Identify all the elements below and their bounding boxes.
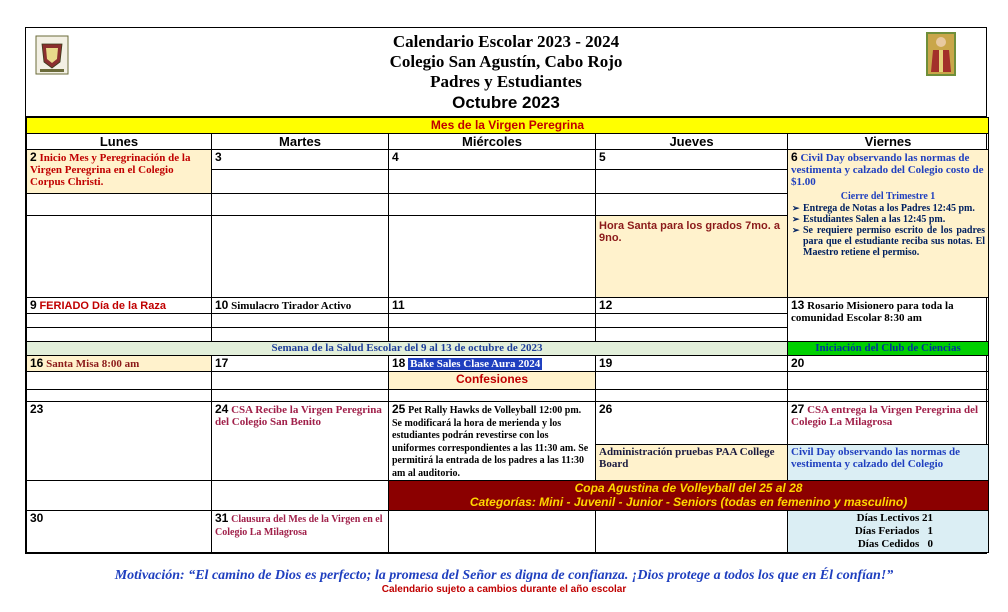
event-text: Simulacro Tirador Activo [231,300,352,312]
calendar-frame [25,27,987,554]
calendar-title: Calendario Escolar 2023 - 2024 [392,32,620,51]
day-number: 16 [30,356,44,370]
day-number: 31 [215,511,229,525]
empty-cell [389,390,596,402]
event-text: Civil Day observando las normas de vestimenta y calzado del Colegio [791,445,960,470]
day-number: 2 [30,150,37,164]
days-summary [788,511,989,553]
month-title: Octubre 2023 [452,93,560,112]
day-cell-20 [788,356,989,372]
saint-image-icon [926,32,956,76]
day-header-viernes: Viernes [788,134,989,150]
science-club-banner: Iniciación del Club de Ciencias [788,342,989,356]
month-theme-banner: Mes de la Virgen Peregrina [27,118,989,134]
empty-cell [788,372,989,390]
event-text: Santa Misa 8:00 am [46,358,140,370]
empty-cell [27,194,212,216]
day-number: 10 [215,298,229,312]
empty-cell [389,328,596,342]
copa-banner [389,481,989,511]
empty-cell [389,216,596,298]
day-cell-2 [27,150,212,194]
day-cell-19 [596,356,788,372]
event-text: Hora Santa para los grados 7mo. a 9no. [599,220,780,244]
day-cell-5 [596,150,788,170]
empty-cell [27,481,212,511]
day-number: 12 [599,298,613,312]
empty-cell [596,390,788,402]
health-week-banner: Semana de la Salud Escolar del 9 al 13 de octubre de 2023 [27,342,788,356]
event-text: CSA entrega la Virgen Peregrina del Colegio La Milagrosa [791,404,979,428]
confessions-cell: Confesiones [389,372,596,390]
school-name: Colegio San Agustín, Cabo Rojo [389,52,623,71]
day-cell-16 [27,356,212,372]
empty-cell [212,390,389,402]
day-cell-10 [212,298,389,314]
day-cell-6 [788,150,989,298]
day-header-martes: Martes [212,134,389,150]
hora-santa-cell [596,216,788,298]
empty-cell [596,170,788,194]
day-cell-27 [788,402,989,445]
day-header-jueves: Jueves [596,134,788,150]
day-number: 17 [215,356,229,370]
day-number: 5 [599,150,606,164]
day-number: 9 [30,298,37,312]
day-cell-23 [27,402,212,481]
days-feriados: Días Feriados 1 [854,525,934,537]
paa-cell [596,444,788,480]
day-cell-25 [389,402,596,481]
empty-cell [212,372,389,390]
day-cell-4 [389,150,596,170]
day-number: 4 [392,150,399,164]
holiday-text: FERIADO Día de la Raza [39,300,166,312]
day-number: 20 [791,356,805,370]
event-text: Clausura del Mes de la Virgen en el Colegio La Milagrosa [215,514,383,538]
empty-cell [389,511,596,553]
empty-cell [389,314,596,328]
event-text: Administración pruebas PAA College Board [599,445,775,470]
day-cell-3 [212,150,389,170]
day-number: 27 [791,402,805,416]
day-header-lunes: Lunes [27,134,212,150]
day-cell-31 [212,511,389,553]
day-number: 26 [599,402,613,416]
days-lectivos: Días Lectivos 21 [856,512,934,524]
day-cell-26 [596,402,788,445]
motivation-quote: Motivación: “El camino de Dios es perfecto; la promesa del Señor es digna de confianza. ¡Dios protege a todos los que en Él confían!” [114,568,894,583]
trimester-item: ➢ Se requiere permiso escrito de los padres para que el estudiante reciba sus notas. El Maestro retiene el permiso. [803,225,985,258]
empty-cell [788,390,989,402]
empty-cell [212,481,389,511]
empty-cell [212,170,389,194]
empty-cell [389,170,596,194]
bake-sale-badge: Bake Sales Clase Aura 2024 [410,358,541,370]
day-number: 30 [30,511,44,525]
trimester-item: ➢ Entrega de Notas a los Padres 12:45 pm. [803,203,985,214]
day-cell-30 [27,511,212,553]
day-cell-24 [212,402,389,481]
audience-line: Padres y Estudiantes [430,72,582,91]
empty-cell [27,216,212,298]
event-text: Civil Day observando las normas de vestimenta y calzado del Colegio costo de $1.00 [791,152,984,188]
event-text: Inicio Mes y Peregrinación de la Virgen Peregrina en el Colegio Corpus Christi. [30,152,191,188]
calendar-table [26,117,989,553]
day-number: 24 [215,402,229,416]
day-number: 13 [791,298,805,312]
day-cell-13 [788,298,989,342]
empty-cell [212,328,389,342]
empty-cell [27,390,212,402]
day-number: 6 [791,150,798,164]
day-header-miercoles: Miércoles [389,134,596,150]
empty-cell [596,194,788,216]
copa-categories: Categorías: Mini - Juvenil - Junior - Seniors (todas en femenino y masculino) [469,495,908,509]
day-number: 19 [599,356,613,370]
trimester-list [791,203,985,258]
day-number: 11 [392,298,405,312]
event-text: Rosario Misionero para toda la comunidad Escolar 8:30 am [791,300,954,324]
footer [0,567,1008,596]
trimester-title: Cierre del Trimestre 1 [840,191,936,202]
school-crest-icon [34,34,70,76]
empty-cell [27,372,212,390]
calendar-header [26,28,986,117]
day-cell-9 [27,298,212,314]
day-cell-12 [596,298,788,314]
day-number: 3 [215,150,222,164]
day-number: 25 [392,402,406,416]
empty-cell [596,511,788,553]
days-cedidos: Días Cedidos 0 [857,538,934,550]
day-number: 23 [30,402,44,416]
event-text: Pet Rally Hawks de Volleyball 12:00 pm. Se modificará la hora de merienda y los estudiantes podrán revestirse con los uniformes correspondientes a las 11:30 am. Se permitirá la entrada de los padres a las 11:30 am al auditorio. [392,405,589,479]
day-cell-11 [389,298,596,314]
empty-cell [596,328,788,342]
empty-cell [212,216,389,298]
empty-cell [212,314,389,328]
event-text: CSA Recibe la Virgen Peregrina del Colegio San Benito [215,404,382,428]
empty-cell [596,372,788,390]
empty-cell [27,328,212,342]
copa-title: Copa Agustina de Volleyball del 25 al 28 [574,481,803,495]
empty-cell [389,194,596,216]
disclaimer-note: Calendario sujeto a cambios durante el año escolar [381,584,627,595]
empty-cell [596,314,788,328]
civil-day-cell [788,444,989,480]
trimester-item: ➢ Estudiantes Salen a las 12:45 pm. [803,214,985,225]
day-cell-18 [389,356,596,372]
day-number: 18 [392,356,406,370]
empty-cell [27,314,212,328]
day-cell-17 [212,356,389,372]
empty-cell [212,194,389,216]
